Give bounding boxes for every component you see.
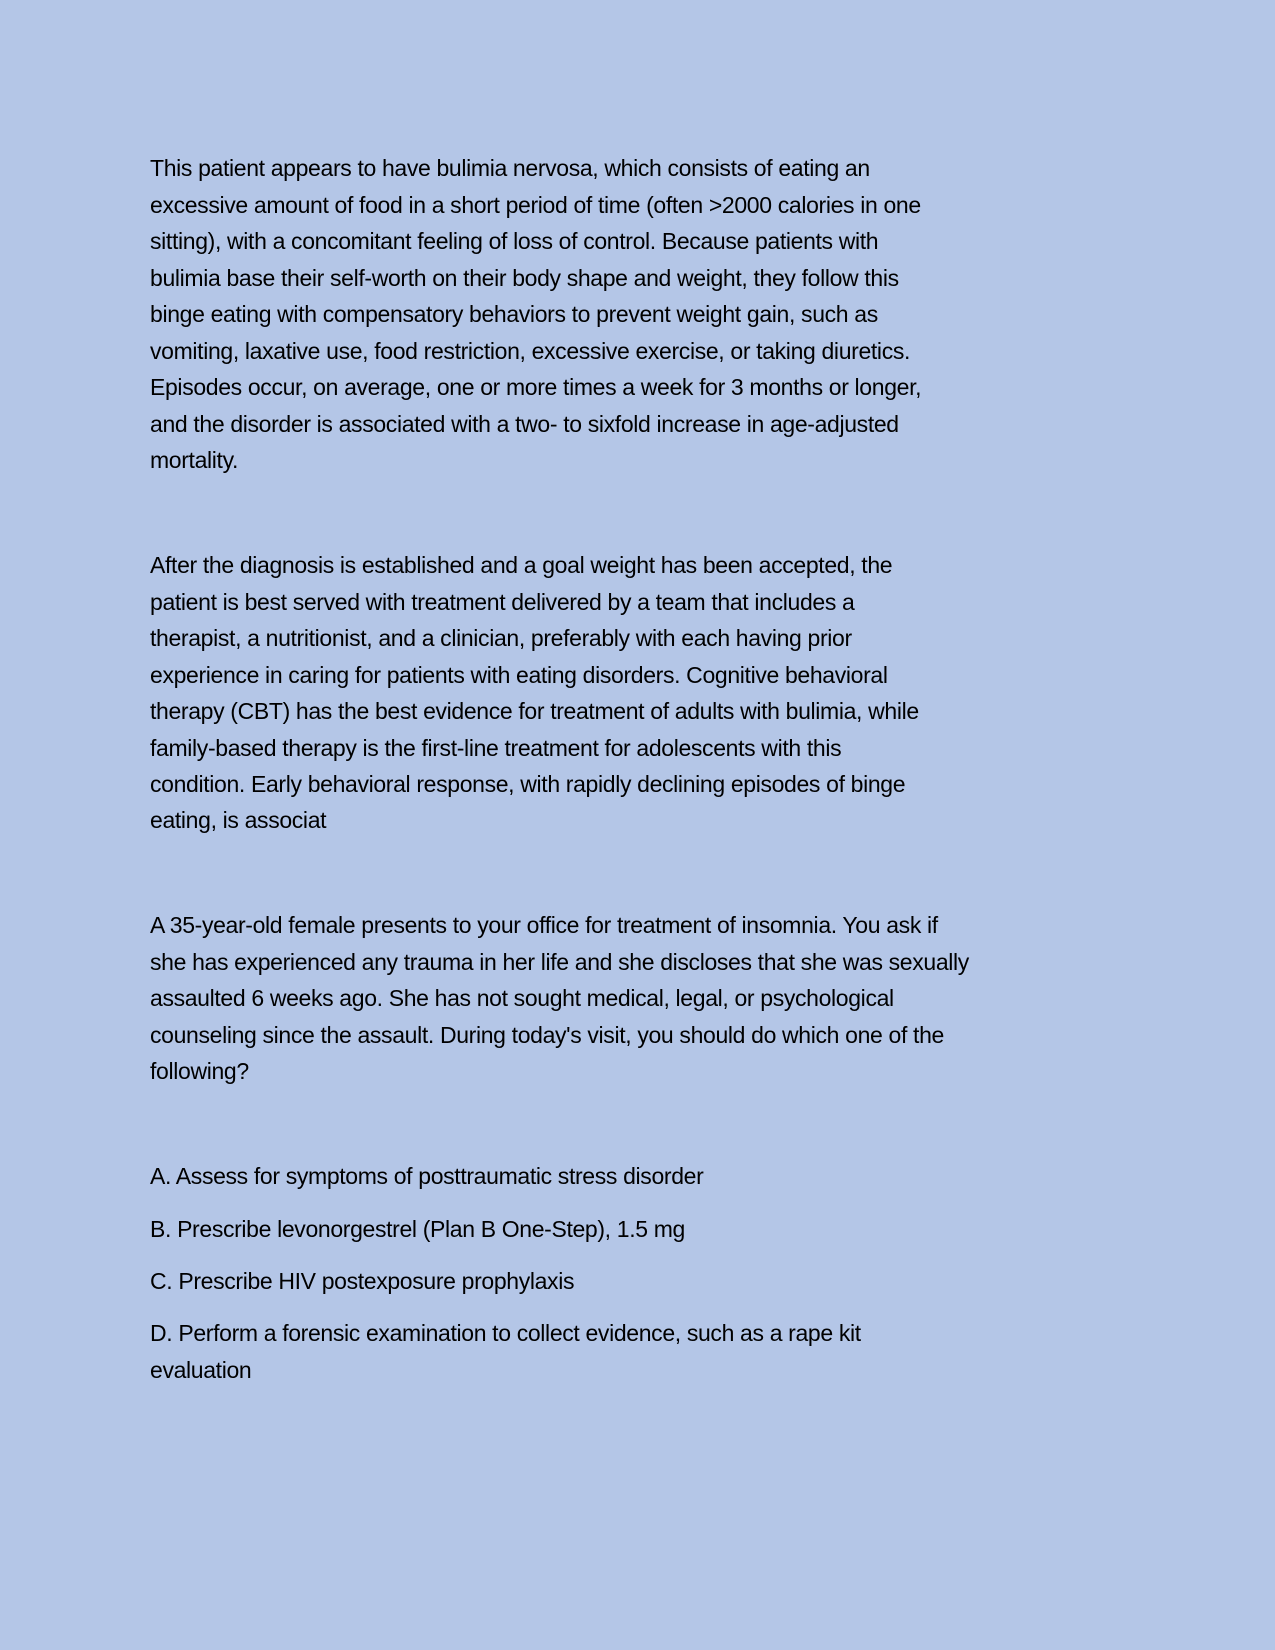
paragraph-line: This patient appears to have bulimia nervosa, which consists of eating an bbox=[150, 155, 870, 181]
question-line: she has experienced any trauma in her life and she discloses that she was sexually bbox=[150, 949, 969, 975]
option-text: B. Prescribe levonorgestrel (Plan B One-Step), 1.5 mg bbox=[150, 1216, 685, 1242]
option-text: C. Prescribe HIV postexposure prophylaxis bbox=[150, 1268, 575, 1294]
paragraph-line: vomiting, laxative use, food restriction, excessive exercise, or taking diuretics. bbox=[150, 338, 911, 364]
option-text: A. Assess for symptoms of posttraumatic stress disorder bbox=[150, 1163, 704, 1189]
paragraph-line: therapist, a nutritionist, and a clinician, preferably with each having prior bbox=[150, 625, 852, 651]
paragraph-line: experience in caring for patients with eating disorders. Cognitive behavioral bbox=[150, 662, 888, 688]
paragraph-line: After the diagnosis is established and a goal weight has been accepted, the bbox=[150, 552, 893, 578]
paragraph-line: family-based therapy is the first-line treatment for adolescents with this bbox=[150, 735, 842, 761]
question-line: A 35-year-old female presents to your office for treatment of insomnia. You ask if bbox=[150, 912, 938, 938]
option-text: evaluation bbox=[150, 1357, 252, 1383]
paragraph-line: mortality. bbox=[150, 447, 239, 473]
question-line: following? bbox=[150, 1058, 249, 1084]
paragraph-line: condition. Early behavioral response, with rapidly declining episodes of binge bbox=[150, 771, 906, 797]
question-line: counseling since the assault. During today's visit, you should do which one of the bbox=[150, 1022, 944, 1048]
paragraph-line: eating, is associat bbox=[150, 807, 327, 833]
paragraph-line: and the disorder is associated with a two- to sixfold increase in age-adjusted bbox=[150, 411, 899, 437]
paragraph-line: sitting), with a concomitant feeling of loss of control. Because patients with bbox=[150, 228, 879, 254]
option-text: D. Perform a forensic examination to collect evidence, such as a rape kit bbox=[150, 1320, 861, 1346]
question-line: assaulted 6 weeks ago. She has not sought medical, legal, or psychological bbox=[150, 985, 894, 1011]
paragraph-line: excessive amount of food in a short period of time (often >2000 calories in one bbox=[150, 192, 921, 218]
paragraph-line: binge eating with compensatory behaviors to prevent weight gain, such as bbox=[150, 301, 878, 327]
paragraph-line: Episodes occur, on average, one or more times a week for 3 months or longer, bbox=[150, 374, 922, 400]
paragraph-line: therapy (CBT) has the best evidence for treatment of adults with bulimia, while bbox=[150, 698, 919, 724]
paragraph-line: bulimia base their self-worth on their body shape and weight, they follow this bbox=[150, 265, 899, 291]
paragraph-line: patient is best served with treatment delivered by a team that includes a bbox=[150, 589, 855, 615]
